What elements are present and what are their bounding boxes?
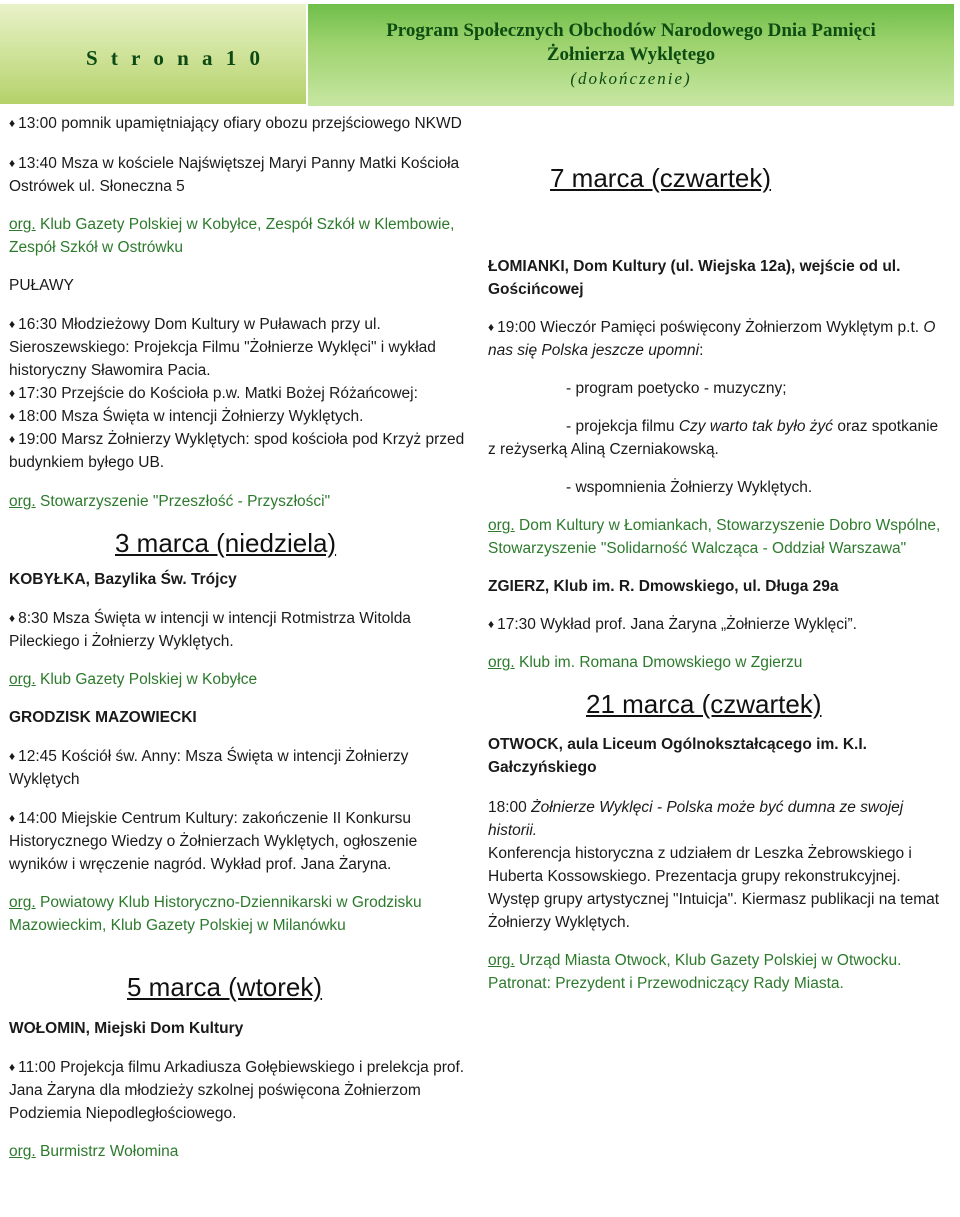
diamond-icon: ♦ <box>9 156 16 170</box>
organizer-line: org. Stowarzyszenie "Przeszłość - Przyszłości" <box>9 493 331 510</box>
organizer-line: org. Klub im. Romana Dmowskiego w Zgierzu <box>488 654 803 671</box>
event-item: ♦ 13:40 Msza w kościele Najświętszej Maryi Panny Matki Kościoła Ostrówek ul. Słoneczna 5 <box>9 155 460 195</box>
org-label: org. <box>9 493 36 510</box>
location-heading: WOŁOMIN, Miejski Dom Kultury <box>9 1020 244 1037</box>
event-item: ♦ 8:30 Msza Święta w intencji w intencji Rotmistrza Witolda Pileckiego i Żołnierzy Wyklętych. <box>9 610 411 650</box>
event-description: Konferencja historyczna z udziałem dr Leszka Żebrowskiego i Huberta Kossowskiego. Prezentacja grupy rekonstrukcyjnej. Występ grupy artystycznej "Intuicja". Kiermasz publikacji na temat Żołnierzy Wyklętych. <box>488 845 940 931</box>
diamond-icon: ♦ <box>9 317 16 331</box>
event-item: ♦ 18:00 Msza Święta w intencji Żołnierzy Wyklętych. <box>9 408 364 425</box>
program-point: - program poetycko - muzyczny; <box>566 380 787 397</box>
diamond-icon: ♦ <box>9 811 16 825</box>
left-column <box>9 112 479 1163</box>
diamond-icon: ♦ <box>9 1060 16 1074</box>
event-item: ♦ 19:00 Wieczór Pamięci poświęcony Żołnierzom Wyklętym p.t. O nas się Polska jeszcze upomni: <box>488 319 936 359</box>
date-heading: 3 marca (niedziela) <box>115 528 337 558</box>
diamond-icon: ♦ <box>9 432 16 446</box>
date-heading: 21 marca (czwartek) <box>586 689 822 719</box>
page-title: Program Społecznych Obchodów Narodowego Dnia Pamięci Żołnierza Wyklętego <box>386 20 876 65</box>
date-heading: 7 marca (czwartek) <box>550 163 772 193</box>
diamond-icon: ♦ <box>9 386 16 400</box>
location-heading: ZGIERZ, Klub im. R. Dmowskiego, ul. Długa 29a <box>488 578 839 595</box>
event-item: ♦ 12:45 Kościół św. Anny: Msza Święta w intencji Żołnierzy Wyklętych <box>9 748 409 788</box>
program-point: - wspomnienia Żołnierzy Wyklętych. <box>566 479 813 496</box>
event-item: ♦ 13:00 pomnik upamiętniający ofiary obozu przejściowego NKWD <box>9 115 462 132</box>
diamond-icon: ♦ <box>9 116 16 130</box>
program-point: - projekcja filmu Czy warto tak było żyć oraz spotkanie z reżyserką Aliną Czerniakowską. <box>488 418 939 458</box>
organizer-line: org. Burmistrz Wołomina <box>9 1143 179 1160</box>
diamond-icon: ♦ <box>9 749 16 763</box>
organizer-line: org. Urząd Miasta Otwock, Klub Gazety Polskiej w Otwocku. Patronat: Prezydent i Przewodniczący Rady Miasta. <box>488 952 902 992</box>
event-item: ♦ 17:30 Przejście do Kościoła p.w. Matki Bożej Różańcowej: <box>9 385 418 402</box>
diamond-icon: ♦ <box>488 617 495 631</box>
page-number: S t r o n a 1 0 <box>86 46 265 70</box>
diamond-icon: ♦ <box>9 409 16 423</box>
event-item: ♦ 16:30 Młodzieżowy Dom Kultury w Puławach przy ul. Sieroszewskiego: Projekcja Filmu "Żołnierze Wyklęci" i wykład historyczny Sławomira Pacia. <box>9 316 436 379</box>
organizer-line: org. Klub Gazety Polskiej w Kobyłce <box>9 671 258 688</box>
event-item: ♦ 14:00 Miejskie Centrum Kultury: zakończenie II Konkursu Historycznego Wiedzy o Żołnierzach Wyklętych, ogłoszenie wyników i wręczenie nagród. Wykład prof. Jana Żaryna. <box>9 810 418 873</box>
organizer-line: org. Dom Kultury w Łomiankach, Stowarzyszenie Dobro Wspólne, Stowarzyszenie "Solidarność Walcząca - Oddział Warszawa" <box>488 517 941 557</box>
event-item: ♦ 17:30 Wykład prof. Jana Żaryna „Żołnierze Wyklęci”. <box>488 616 857 633</box>
org-label: org. <box>488 654 515 671</box>
organizer-line: org. Klub Gazety Polskiej w Kobyłce, Zespół Szkół w Klembowie, Zespół Szkół w Ostrówku <box>9 216 455 256</box>
location-heading: PUŁAWY <box>9 277 74 294</box>
org-label: org. <box>9 216 36 233</box>
org-label: org. <box>488 952 515 969</box>
page-number-box <box>0 4 308 104</box>
event-item: 18:00 Żołnierze Wyklęci - Polska może być dumna ze swojej historii. <box>488 799 904 839</box>
location-heading: GRODZISK MAZOWIECKI <box>9 709 197 726</box>
diamond-icon: ♦ <box>9 611 16 625</box>
org-label: org. <box>9 671 36 688</box>
date-heading: 5 marca (wtorek) <box>127 972 323 1002</box>
location-heading: ŁOMIANKI, Dom Kultury (ul. Wiejska 12a), wejście od ul. Gościńcowej <box>488 258 901 298</box>
org-label: org. <box>9 894 36 911</box>
location-heading: OTWOCK, aula Liceum Ogólnokształcącego im. K.I. Gałczyńskiego <box>488 736 867 776</box>
location-heading: KOBYŁKA, Bazylika Św. Trójcy <box>9 571 237 588</box>
event-item: ♦ 11:00 Projekcja filmu Arkadiusza Gołębiewskiego i prelekcja prof. Jana Żaryna dla młodzieży szkolnej poświęcona Żołnierzom Podziemia Niepodległościowego. <box>9 1059 465 1122</box>
event-item: ♦ 19:00 Marsz Żołnierzy Wyklętych: spod kościoła pod Krzyż przed budynkiem byłego UB. <box>9 431 465 471</box>
organizer-line: org. Powiatowy Klub Historyczno-Dziennikarski w Grodzisku Mazowieckim, Klub Gazety Polskiej w Milanówku <box>9 894 422 934</box>
page-subtitle: (dokończenie) <box>570 69 692 88</box>
org-label: org. <box>9 1143 36 1160</box>
diamond-icon: ♦ <box>488 320 495 334</box>
org-label: org. <box>488 517 515 534</box>
header-banner <box>308 4 954 106</box>
right-column <box>488 162 950 995</box>
